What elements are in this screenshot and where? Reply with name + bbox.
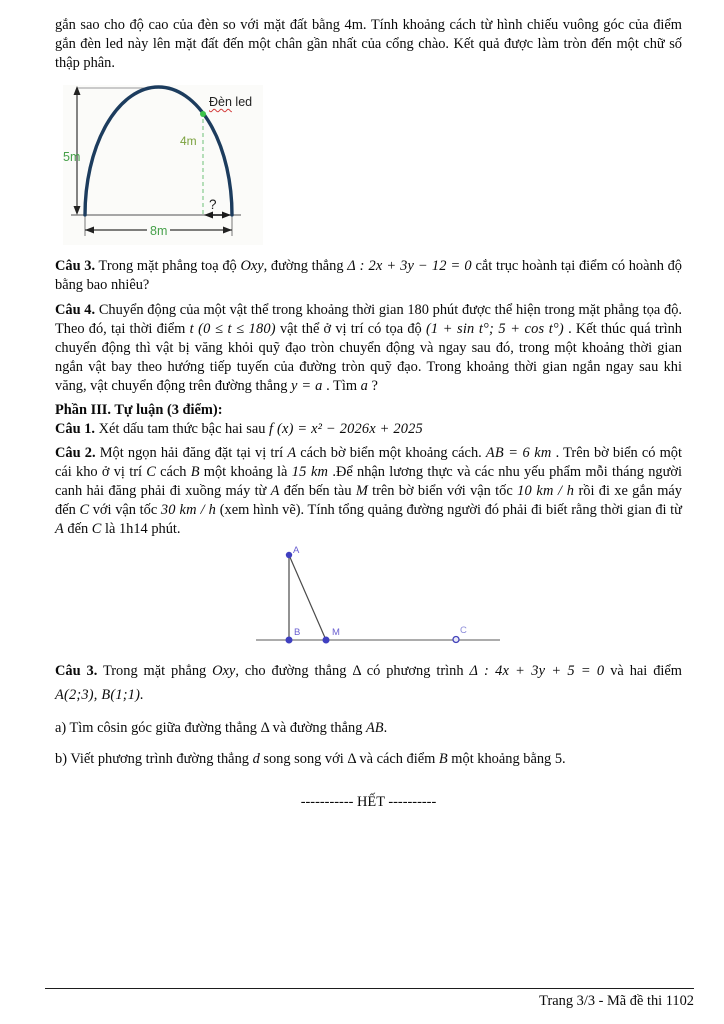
den-led-label bbox=[209, 95, 252, 109]
shore-figure bbox=[253, 545, 503, 650]
den-led-word2: led bbox=[231, 95, 253, 109]
shore-figure-svg bbox=[253, 545, 503, 650]
question-4-part2: Câu 4. Chuyển động của một vật thể trong khoảng thời gian 180 phút được thể hiện trong mặt phẳng tọa độ. Theo đó, tại thời điểm t (0 ≤ t ≤ 180) vật thể ở vị trí có tọa độ (1 + sin t°; 5 + cos t°) . Kết thúc quá trình chuyển động thì vật bị văng khỏi quỹ đạo tròn chuyển động và ngay sau đó, trong một khoảng thời gian ngắn vật bay theo hướng tiếp tuyến của đường tròn quỹ đạo. Trong khoảng thời gian ngắn ngay sau khi văng, vật chuyển động trên đường thẳng y = a . Tìm a ? bbox=[55, 302, 683, 394]
point-m-dot bbox=[323, 637, 330, 644]
lamp-height-label: 4m bbox=[180, 134, 197, 148]
height-label: 5m bbox=[63, 150, 81, 164]
essay-question-3: Câu 3. Trong mặt phẳng Oxy, cho đường thẳng Δ có phương trình Δ : 4x + 3y + 5 = 0 và hai điểm bbox=[55, 663, 682, 679]
width-label: 8m bbox=[150, 224, 168, 238]
point-b-dot bbox=[286, 637, 293, 644]
part3-heading: Phần III. Tự luận (3 điểm): bbox=[55, 402, 223, 418]
point-c-dot bbox=[453, 637, 459, 643]
paragraph-intro: gắn sao cho độ cao của đèn so với mặt đất bằng 4m. Tính khoảng cách từ hình chiếu vuông góc của điểm gắn đèn led này lên mặt đất đến một chân gần nhất của cổng chào. Kết quả được làm tròn đến một chữ số thập phân. bbox=[55, 17, 682, 71]
question-3-part2: Câu 3. Trong mặt phẳng toạ độ Oxy, đường thẳng Δ : 2x + 3y − 12 = 0 cắt trục hoành tại điểm có hoành độ bằng bao nhiêu? bbox=[55, 258, 682, 293]
page-footer bbox=[45, 988, 694, 1011]
point-m-label: M bbox=[332, 627, 340, 638]
end-marker: ----------- HẾT ---------- bbox=[300, 794, 437, 810]
arch-figure-svg bbox=[63, 85, 263, 247]
point-b-label: B bbox=[294, 627, 301, 638]
point-a-label: A bbox=[293, 545, 300, 556]
essay-question-3a: a) Tìm côsin góc giữa đường thẳng Δ và đường thẳng AB. bbox=[55, 720, 388, 736]
point-a-dot bbox=[286, 552, 292, 558]
figure-background bbox=[63, 85, 263, 245]
lamp-dot bbox=[200, 111, 206, 117]
arch-figure bbox=[63, 85, 263, 247]
page-footer-text: Trang 3/3 - Mã đề thi 1102 bbox=[539, 993, 694, 1009]
question-mark-label: ? bbox=[209, 197, 217, 212]
essay-question-3-points: A(2;3), B(1;1). bbox=[55, 687, 144, 703]
den-led-word1: Đèn bbox=[209, 95, 232, 109]
essay-question-1: Câu 1. Xét dấu tam thức bậc hai sau f (x) = x² − 2026x + 2025 bbox=[55, 421, 423, 437]
essay-question-3b: b) Viết phương trình đường thẳng d song song với Δ và cách điểm B một khoảng bằng 5. bbox=[55, 751, 566, 767]
essay-question-2: Câu 2. Một ngọn hải đăng đặt tại vị trí A cách bờ biển một khoảng cách. AB = 6 km . Trên bờ biển có một cái kho ở vị trí C cách B một khoảng là 15 km .Để nhận lương thực và các nhu yếu phẩm mỗi tháng người canh hải đăng phải đi xuồng máy từ A đến bến tàu M trên bờ biển với vận tốc 10 km / h rồi đi xe gắn máy đến C với vận tốc 30 km / h (xem hình vẽ). Tính tổng quảng đường người đó phải đi biết rằng thời gian đi từ A đến C là 1h14 phút. bbox=[55, 445, 682, 537]
point-c-label: C bbox=[460, 625, 467, 636]
